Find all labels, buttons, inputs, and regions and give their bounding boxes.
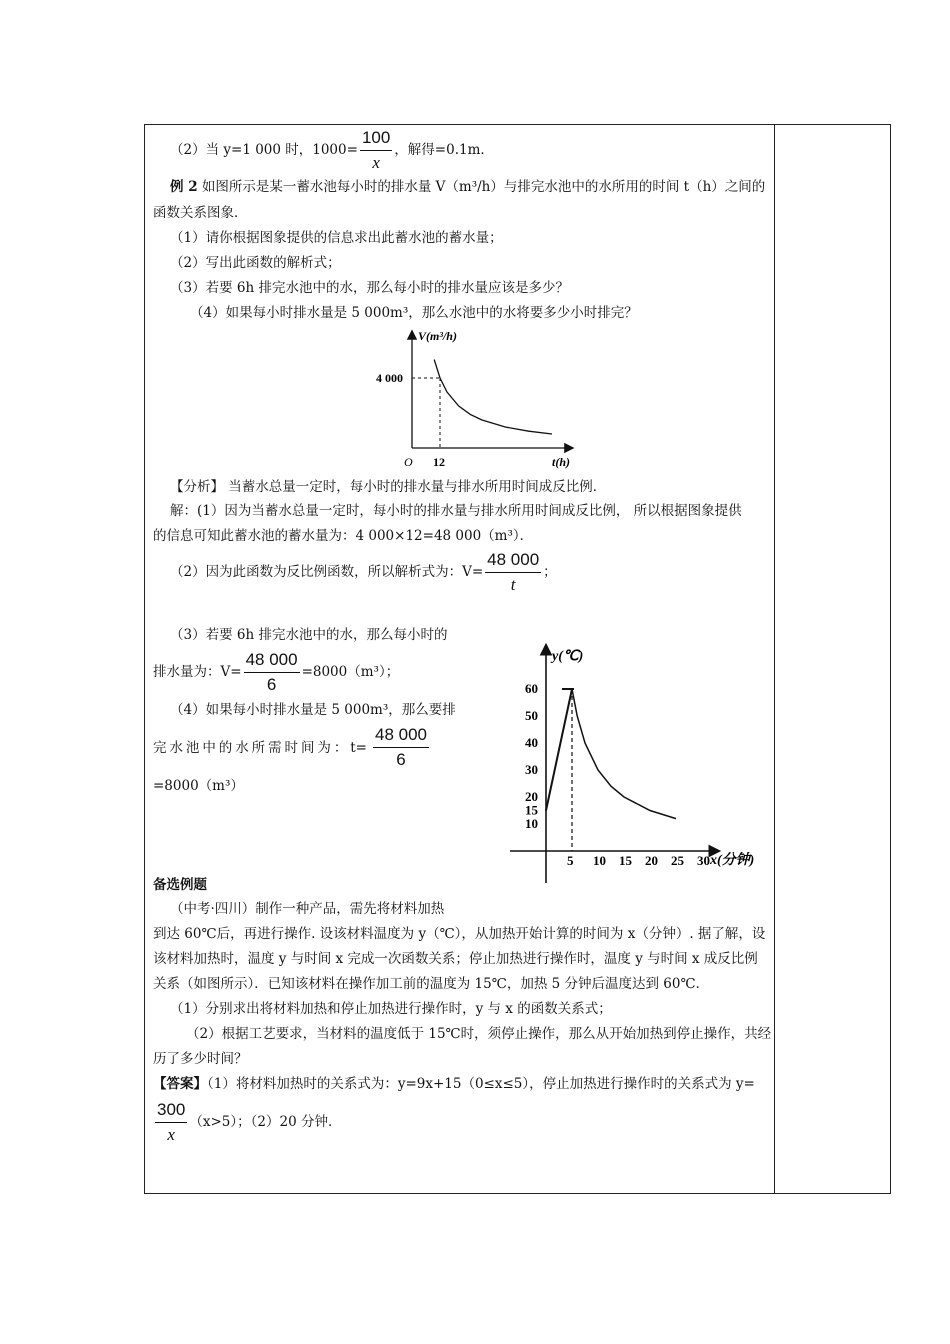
chart1-y-tick-label: 4 000 [376,371,403,385]
example-2-text-2: 函数关系图象． [153,205,248,221]
fraction-denominator: t [510,575,516,594]
fraction-300-over-x [155,1100,187,1145]
solution-4-char: 完 [153,739,167,756]
solution-4-text [153,739,367,757]
fraction-48000-over-6-a [244,650,300,695]
solution-3-line-1: （3）若要 6h 排完水池中的水，那么每小时的 [170,627,448,643]
side-notes-cell [775,124,891,1194]
solution-4-char: 间 [300,739,315,756]
fraction-numerator: 300 [155,1100,187,1123]
solution-4-char: t= [350,739,367,756]
analysis-label: 【分析】 [170,479,224,495]
chart1-origin-label: O [404,455,413,469]
fraction-numerator: 48 000 [373,725,429,748]
prev-part-2-suffix: ，解得=0.1m． [394,142,494,158]
solution-4-char: 中 [202,739,216,756]
chart2-x-tick-label: 10 [593,853,606,868]
backup-text-2: 到达 60℃后，再进行操作. 设该材料温度为 y（℃），从加热开始计算的时间为 x（分钟）. 据了解，设 [153,926,766,942]
solution-4-char: ： [333,739,348,756]
chart2-heating-line [546,689,572,811]
fraction-denominator: x [167,1125,175,1144]
backup-text-4: 关系（如图所示）．已知该材料在操作加工前的温度为 15℃，加热 5 分钟后温度达到 60℃． [153,976,710,992]
fraction-numerator: 48 000 [485,550,541,573]
solution-1-line-2: 的信息可知此蓄水池的蓄水量为：4 000×12=48 000（m³）． [153,528,534,544]
solution-4-char: 的 [218,739,233,756]
chart1-y-label: V(m³/h) [418,329,457,343]
analysis-text: 当蓄水总量一定时，每小时的排水量与排水所用时间成反比例． [224,479,607,495]
solution-4-char: 为 [317,739,331,756]
fraction-denominator: x [372,153,380,172]
chart2-y-tick-label: 50 [525,708,538,723]
chart2-cooling-curve [572,689,676,819]
chart2-y-tick-label: 20 [525,789,538,804]
fraction-numerator: 48 000 [244,650,300,673]
prev-part-2-text: （2）当 y=1 000 时，1000= [170,142,358,158]
backup-question-1: （1）分别求出将材料加热和停止加热进行操作时，y 与 x 的函数关系式； [170,1001,612,1017]
backup-question-2b: 历了多少时间？ [153,1051,248,1067]
chart2-x-tick-label: 30 [697,853,710,868]
chart2-x-tick-label: 5 [567,853,574,868]
example-2-question-4: （4）如果每小时排水量是 5 000m³，那么水池中的水将要多少小时排完？ [190,305,638,321]
chart2-x-label: x(分钟) [710,853,755,868]
temperature-chart [506,640,766,885]
chart2-x-tick-label: 15 [619,853,632,868]
solution-4-char: 时 [284,739,298,756]
solution-2-line [170,550,557,595]
example-2-question-1: （1）请你根据图象提供的信息求出此蓄水池的蓄水量； [170,230,503,246]
solution-4-line-1: （4）如果每小时排水量是 5 000m³，那么要排 [170,702,456,718]
fraction-denominator: 6 [266,675,277,694]
solution-4-result: =8000（m³） [153,778,244,794]
chart2-y-tick-label: 15 [525,802,538,818]
backup-text-1: （中考·四川）制作一种产品，需先将材料加热 [170,901,445,917]
solution-1-line-1: 解：(1）因为当蓄水总量一定时，每小时的排水量与排水所用时间成反比例， 所以根据图象提供 [170,503,742,519]
example-2-label: 例 2 [170,179,198,195]
chart2-y-tick-label: 40 [525,735,538,750]
solution-4-char: 水 [169,739,183,756]
solution-4-char: 所 [251,739,266,756]
answer-line [153,1075,755,1093]
solution-2-suffix: ； [543,564,557,580]
answer-line-2 [153,1100,341,1145]
solution-4-char: 池 [185,739,200,756]
fraction-numerator: 100 [360,128,392,151]
fraction-48000-over-t [485,550,541,595]
chart2-y-tick-label: 10 [525,816,538,831]
example-2-question-3: （3）若要 6h 排完水池中的水，那么每小时的排水量应该是多少？ [170,280,569,296]
example-2-text-1: 如图所示是某一蓄水池每小时的排水量 V（m³/h）与排完水池中的水所用的时间 t（h）之间的 [197,179,766,195]
chart2-y-tick-label: 60 [525,681,538,696]
prev-part-2-line [170,128,494,173]
solution-3-result: =8000（m³）； [301,664,400,680]
example-2-line-1 [170,178,765,196]
fraction-100-over-x [360,128,392,173]
solution-2-text: （2）因为此函数为反比例函数，所以解析式为：V= [170,564,484,580]
analysis-line [170,478,606,496]
backup-text-3: 该材料加热时，温度 y 与时间 x 完成一次函数关系；停止加热进行操作时，温度 y 与时间 x 成反比例 [153,951,758,967]
answer-tail: （x>5）；（2）20 分钟． [189,1114,342,1130]
fraction-denominator: 6 [396,750,406,769]
chart1-x-tick-label: 12 [433,455,445,469]
backup-question-2a: （2）根据工艺要求，当材料的温度低于 15℃时，须停止操作，那么从开始加热到停止操作，共经 [186,1026,772,1042]
chart2-x-tick-label: 20 [645,853,658,868]
chart1-x-label: t(h) [552,455,570,469]
drainage-rate-chart [372,326,582,474]
solution-3-line-2 [153,650,399,695]
answer-text: （1）将材料加热时的关系式为：y=9x+15（0≤x≤5），停止加热进行操作时的关系式为 y= [207,1076,755,1092]
chart2-y-tick-label: 30 [525,762,538,777]
chart2-y-label: y(℃) [552,649,584,664]
example-2-question-2: （2）写出此函数的解析式； [170,255,341,271]
solution-4-char: 水 [235,739,249,756]
backup-title: 备选例题 [153,877,207,893]
chart2-x-tick-label: 25 [671,853,684,868]
solution-4-line-2 [153,725,431,770]
fraction-48000-over-6-b [373,725,429,770]
solution-3-text: 排水量为：V= [153,664,242,680]
answer-label: 【答案】 [153,1076,207,1092]
solution-4-char: 需 [268,739,282,756]
chart1-series-line [434,360,552,434]
